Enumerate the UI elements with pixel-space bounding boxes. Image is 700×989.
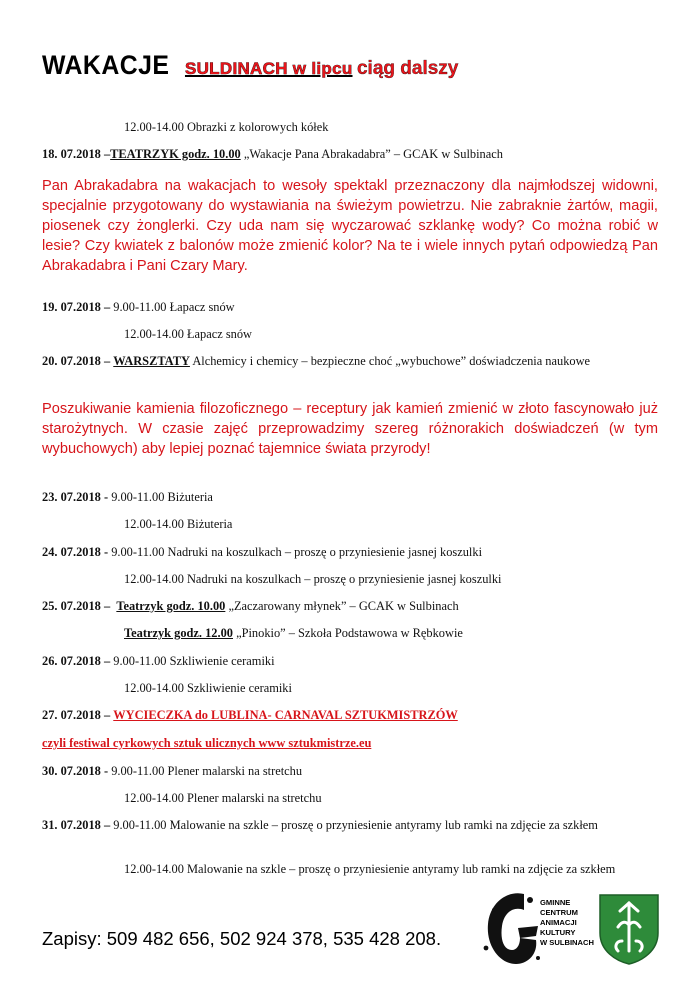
event-details: 9.00-11.00 Szkliwienie ceramiki: [110, 654, 275, 668]
gcak-logo: [480, 888, 600, 978]
description-paragraph: Pan Abrakadabra na wakacjach to wesoły spektakl przeznaczony dla najmłodszej widowni, specjalnie przygotowany do wystawiania na świeżym powietrzu. Nie zabraknie żartów, magii, piosenek czy żonglerki. Czy uda nam się wyczarować szklankę wody? Co można robić w lesie? Czy kwiatek z balonów może zmienić kolor? Na te i wiele innych pytań odpowiedzą Pan Abrakadabra i Pani Czary Mary.: [42, 178, 658, 274]
date-label: 31. 07.2018 –: [42, 818, 111, 832]
schedule-line: 12.00-14.00 Nadruki na koszulkach – proszę o przyniesienie jasnej koszulki: [124, 572, 502, 586]
schedule-line: [42, 300, 235, 315]
title-main: WAKACJE: [42, 50, 170, 80]
schedule-line: [42, 545, 482, 560]
event-details: „Zaczarowany młynek” – GCAK w Sulbinach: [225, 599, 459, 613]
schedule-line: [42, 147, 503, 162]
event-label: TEATRZYK godz. 10.00: [110, 147, 241, 161]
title-tail: ciąg dalszy: [356, 58, 459, 79]
gcak-logo-text: GMINNE CENTRUM ANIMACJI KULTURY W SULBINACH: [540, 898, 594, 947]
schedule-line: [42, 599, 459, 614]
schedule-line: [42, 818, 642, 833]
schedule-line: [42, 764, 302, 779]
schedule-line: [42, 708, 458, 723]
event-label: Teatrzyk godz. 10.00: [116, 599, 226, 613]
date-label: 27. 07.2018 –: [42, 708, 111, 722]
gcak-brush-icon: [480, 888, 542, 974]
schedule-line: 12.00-14.00 Szkliwienie ceramiki: [124, 681, 292, 695]
event-details: 9.00-11.00 Biżuteria: [108, 490, 213, 504]
event-label: Teatrzyk godz. 12.00: [124, 626, 233, 640]
event-details: 9.00-11.00 Łapacz snów: [110, 300, 235, 314]
date-label: 25. 07.2018 –: [42, 599, 111, 613]
title-location: SULDINACH w lipcu: [184, 59, 353, 78]
schedule-line: 12.00-14.00 Łapacz snów: [124, 327, 253, 341]
event-label: WARSZTATY: [113, 354, 190, 368]
contact-phones: Zapisy: 509 482 656, 502 924 378, 535 428 208.: [42, 928, 442, 949]
coat-of-arms-icon: [598, 893, 660, 965]
date-label: 24. 07.2018 -: [42, 545, 109, 559]
page-title: [42, 52, 458, 79]
schedule-line: [42, 654, 275, 669]
schedule-line: [42, 354, 642, 369]
schedule-line: 12.00-14.00 Plener malarski na stretchu: [124, 791, 322, 805]
schedule-line: 12.00-14.00 Malowanie na szkle – proszę o przyniesienie antyramy lub ramki na zdjęcie za szkłem: [124, 862, 616, 876]
date-label: 19. 07.2018 –: [42, 300, 111, 314]
event-details: 9.00-11.00 Plener malarski na stretchu: [108, 764, 303, 778]
event-subtitle: czyli festiwal cyrkowych sztuk ulicznych www sztukmistrze.eu: [42, 736, 372, 750]
event-details: 9.00-11.00 Malowanie na szkle – proszę o przyniesienie antyramy lub ramki na zdjęcie za szkłem: [110, 818, 598, 832]
event-details: „Wakacje Pana Abrakadabra” – GCAK w Sulbinach: [240, 147, 503, 161]
schedule-line: [42, 490, 213, 505]
schedule-line: 12.00-14.00 Biżuteria: [124, 517, 233, 531]
event-details: 9.00-11.00 Nadruki na koszulkach – proszę o przyniesienie jasnej koszulki: [108, 545, 483, 559]
date-label: 26. 07.2018 –: [42, 654, 111, 668]
coat-of-arms: [598, 893, 660, 965]
event-label: WYCIECZKA do LUBLINA- CARNAVAL SZTUKMISTRZÓW: [113, 708, 458, 722]
schedule-line: [124, 626, 463, 641]
date-label: 30. 07.2018 -: [42, 764, 109, 778]
date-label: 18. 07.2018 –: [42, 147, 111, 161]
date-label: 20. 07.2018 –: [42, 354, 111, 368]
date-label: 23. 07.2018 -: [42, 490, 109, 504]
event-details: Alchemicy i chemicy – bezpieczne choć „wybuchowe” doświadczenia naukowe: [189, 354, 591, 368]
schedule-line: 12.00-14.00 Obrazki z kolorowych kółek: [124, 120, 329, 134]
description-paragraph: Poszukiwanie kamienia filozoficznego – receptury jak kamień zmienić w złoto fascynowało już starożytnych. W czasie zajęć przeprowadzimy szereg różnorakich doświadczeń (w tym wybuchowych) aby lepiej poznać tajemnice świata przyrody!: [42, 401, 658, 457]
event-details: „Pinokio” – Szkoła Podstawowa w Rębkowie: [233, 626, 463, 640]
